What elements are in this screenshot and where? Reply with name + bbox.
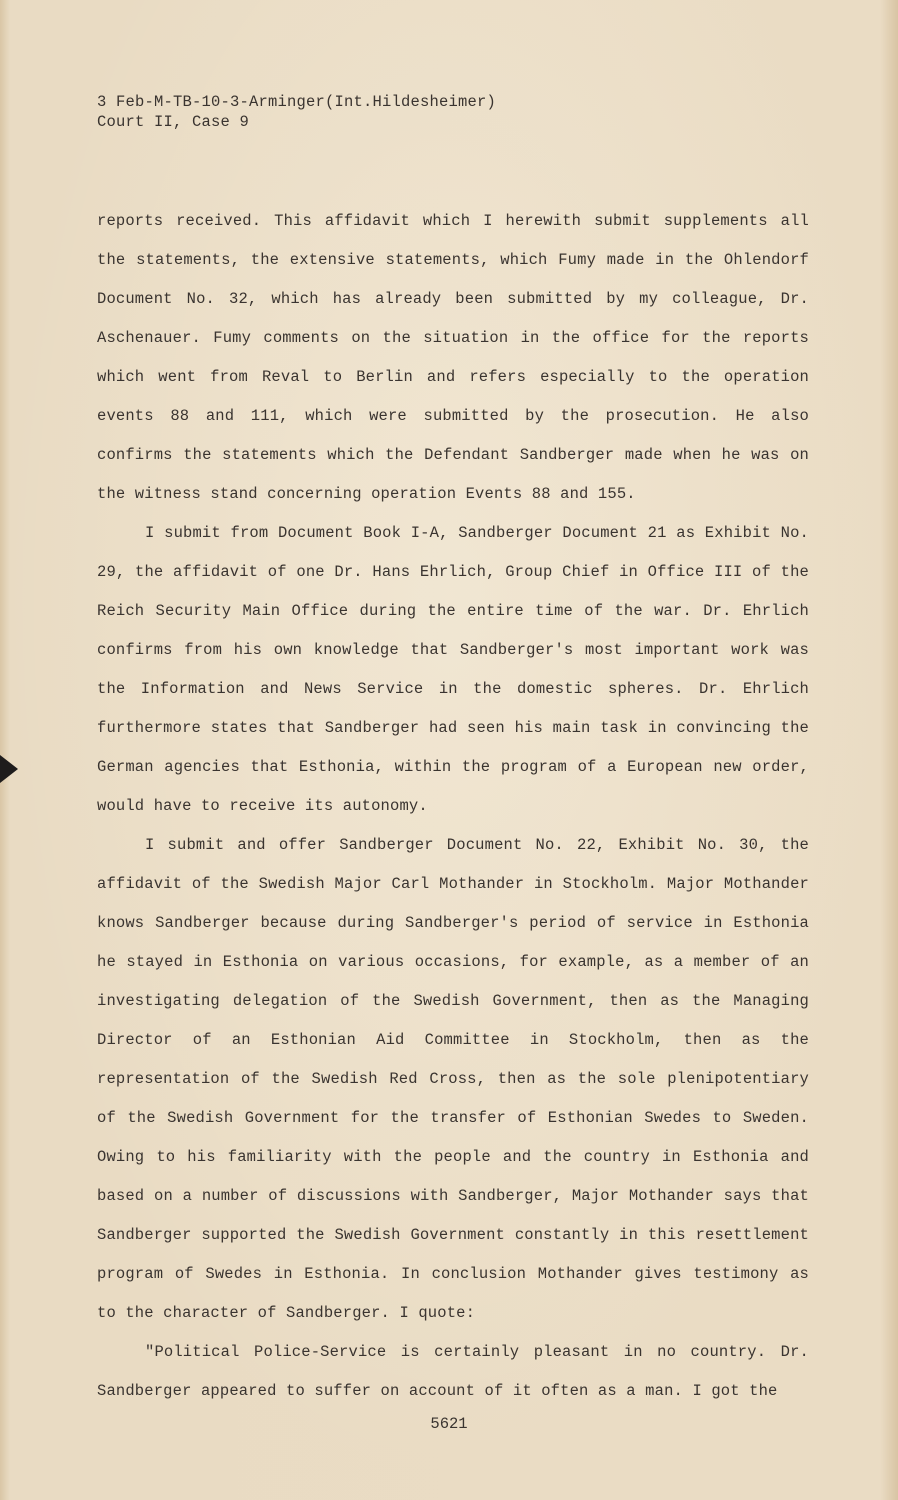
page-number: 5621 (430, 1415, 468, 1433)
paragraph-quotation: "Political Police-Service is certainly pleasant in no country. Dr. Sandberger appeared to suffer on account of it often as a man. I got the (97, 1343, 809, 1400)
paragraph-ehrlich-affidavit: I submit from Document Book I-A, Sandberger Document 21 as Exhibit No. 29, the affidavit of one Dr. Hans Ehrlich, Group Chief in Office III of the Reich Security Main Office during the entire time of the war. Dr. Ehrlich confirms from his own knowledge that Sandberger's most important work was the Information and News Service in the domestic spheres. Dr. Ehrlich furthermore states that Sandberger had seen his main task in convincing the German agencies that Esthonia, within the program of a European new order, would have to receive its autonomy. (97, 524, 809, 815)
paragraph-fumy-affidavit: reports received. This affidavit which I herewith submit supplements all the statements, the extensive statements, which Fumy made in the Ohlendorf Document No. 32, which has already been submitted by my colleague, Dr. Aschenauer. Fumy comments on the situation in the office for the reports which went from Reval to Berlin and refers especially to the operation events 88 and 111, which were submitted by the prosecution. He also confirms the statements which the Defendant Sandberger made when he was on the witness stand concerning operation Events 88 and 155. (97, 212, 809, 503)
transcript-body (97, 202, 809, 1411)
paragraph-mothander-affidavit: I submit and offer Sandberger Document No. 22, Exhibit No. 30, the affidavit of the Swedish Major Carl Mothander in Stockholm. Major Mothander knows Sandberger because during Sandberger's period of service in Esthonia he stayed in Esthonia on various occasions, for example, as a member of an investigating delegation of the Swedish Government, then as the Managing Director of an Esthonian Aid Committee in Stockholm, then as the representation of the Swedish Red Cross, then as the sole plenipotentiary of the Swedish Government for the transfer of Esthonian Swedes to Sweden. Owing to his familiarity with the people and the country in Esthonia and based on a number of discussions with Sandberger, Major Mothander says that Sandberger supported the Swedish Government constantly in this resettlement program of Swedes in Esthonia. In conclusion Mothander gives testimony as to the character of Sandberger. I quote: (97, 836, 809, 1322)
binding-tab-mark (0, 755, 18, 783)
header-reference-line: 3 Feb-M-TB-10-3-Arminger(Int.Hildesheimer) (97, 93, 497, 111)
document-header (97, 92, 496, 132)
header-court-line: Court II, Case 9 (97, 113, 250, 131)
